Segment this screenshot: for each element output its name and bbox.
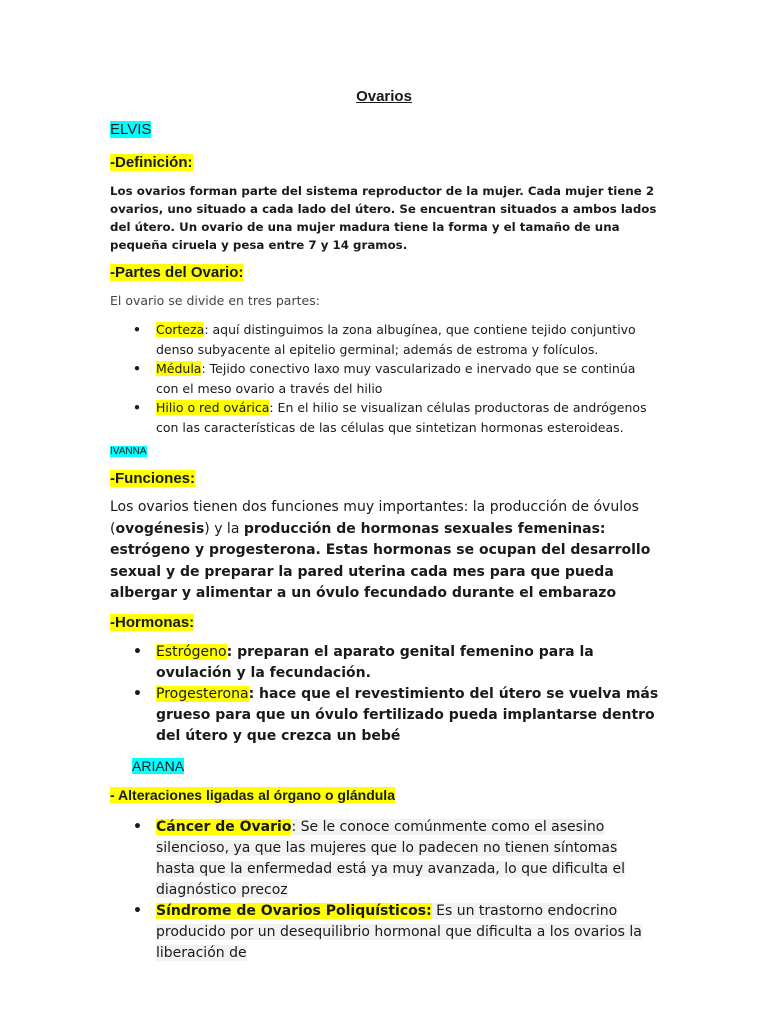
- heading-funciones: -Funciones:: [110, 470, 195, 487]
- list-item: • Hilio o red ovárica: En el hilio se visualizan células productoras de andrógenos con las características de las células que sintetizan hormonas esteroideas.: [156, 398, 660, 437]
- heading-alteraciones: - Alteraciones ligadas al órgano o glándula: [110, 787, 395, 803]
- list-item: • Médula: Tejido conectivo laxo muy vascularizado e inervado que se continúa con el meso ovario a través del hilio: [156, 359, 660, 398]
- hormonas-list: [110, 642, 660, 747]
- heading-partes: -Partes del Ovario:: [110, 264, 244, 281]
- document-title: Ovarios: [356, 88, 412, 105]
- list-item: • Progesterona: hace que el revestimiento del útero se vuelva más grueso para que un óvulo fertilizado pueda implantarse dentro del útero y que crezca un bebé: [156, 684, 660, 747]
- heading-definicion: -Definición:: [110, 154, 193, 171]
- list-item: • Cáncer de Ovario: Se le conoce comúnmente como el asesino silencioso, ya que las mujeres que lo padecen no tienen síntomas hasta que la enfermedad está ya muy avanzada, lo que dificulta el diagnóstico precoz: [156, 817, 656, 901]
- partes-intro: El ovario se divide en tres partes:: [110, 293, 320, 308]
- definicion-paragraph: Los ovarios forman parte del sistema reproductor de la mujer. Cada mujer tiene 2 ovarios, uno situado a cada lado del útero. Se encuentran situados a ambos lados del útero. Un ovario de una mujer madura tiene la forma y el tamaño de una pequeña ciruela y pesa entre 7 y 14 gramos.: [110, 184, 657, 252]
- list-item: • Corteza: aquí distinguimos la zona albugínea, que contiene tejido conjuntivo denso subyacente al epitelio germinal; además de estroma y folículos.: [156, 320, 660, 359]
- funciones-paragraph: Los ovarios tienen dos funciones muy importantes: la producción de óvulos (ovogénesis) y la producción de hormonas sexuales femeninas: estrógeno y progesterona. Estas hormonas se ocupan del desarrollo sexual y de preparar la pared uterina cada mes para que pueda albergar y alimentar a un óvulo fecundado durante el embarazo: [110, 499, 651, 601]
- alteraciones-list: [110, 817, 656, 964]
- partes-list: [110, 320, 660, 437]
- author-tag-elvis: ELVIS: [110, 121, 152, 138]
- author-tag-ariana: ARIANA: [132, 758, 185, 774]
- list-item: • Síndrome de Ovarios Poliquísticos: Es un trastorno endocrino producido por un desequilibrio hormonal que dificulta a los ovarios la liberación de: [156, 901, 656, 964]
- heading-hormonas: -Hormonas:: [110, 614, 195, 631]
- list-item: • Estrógeno: preparan el aparato genital femenino para la ovulación y la fecundación.: [156, 642, 660, 684]
- author-tag-ivanna: IVANNA: [110, 446, 147, 457]
